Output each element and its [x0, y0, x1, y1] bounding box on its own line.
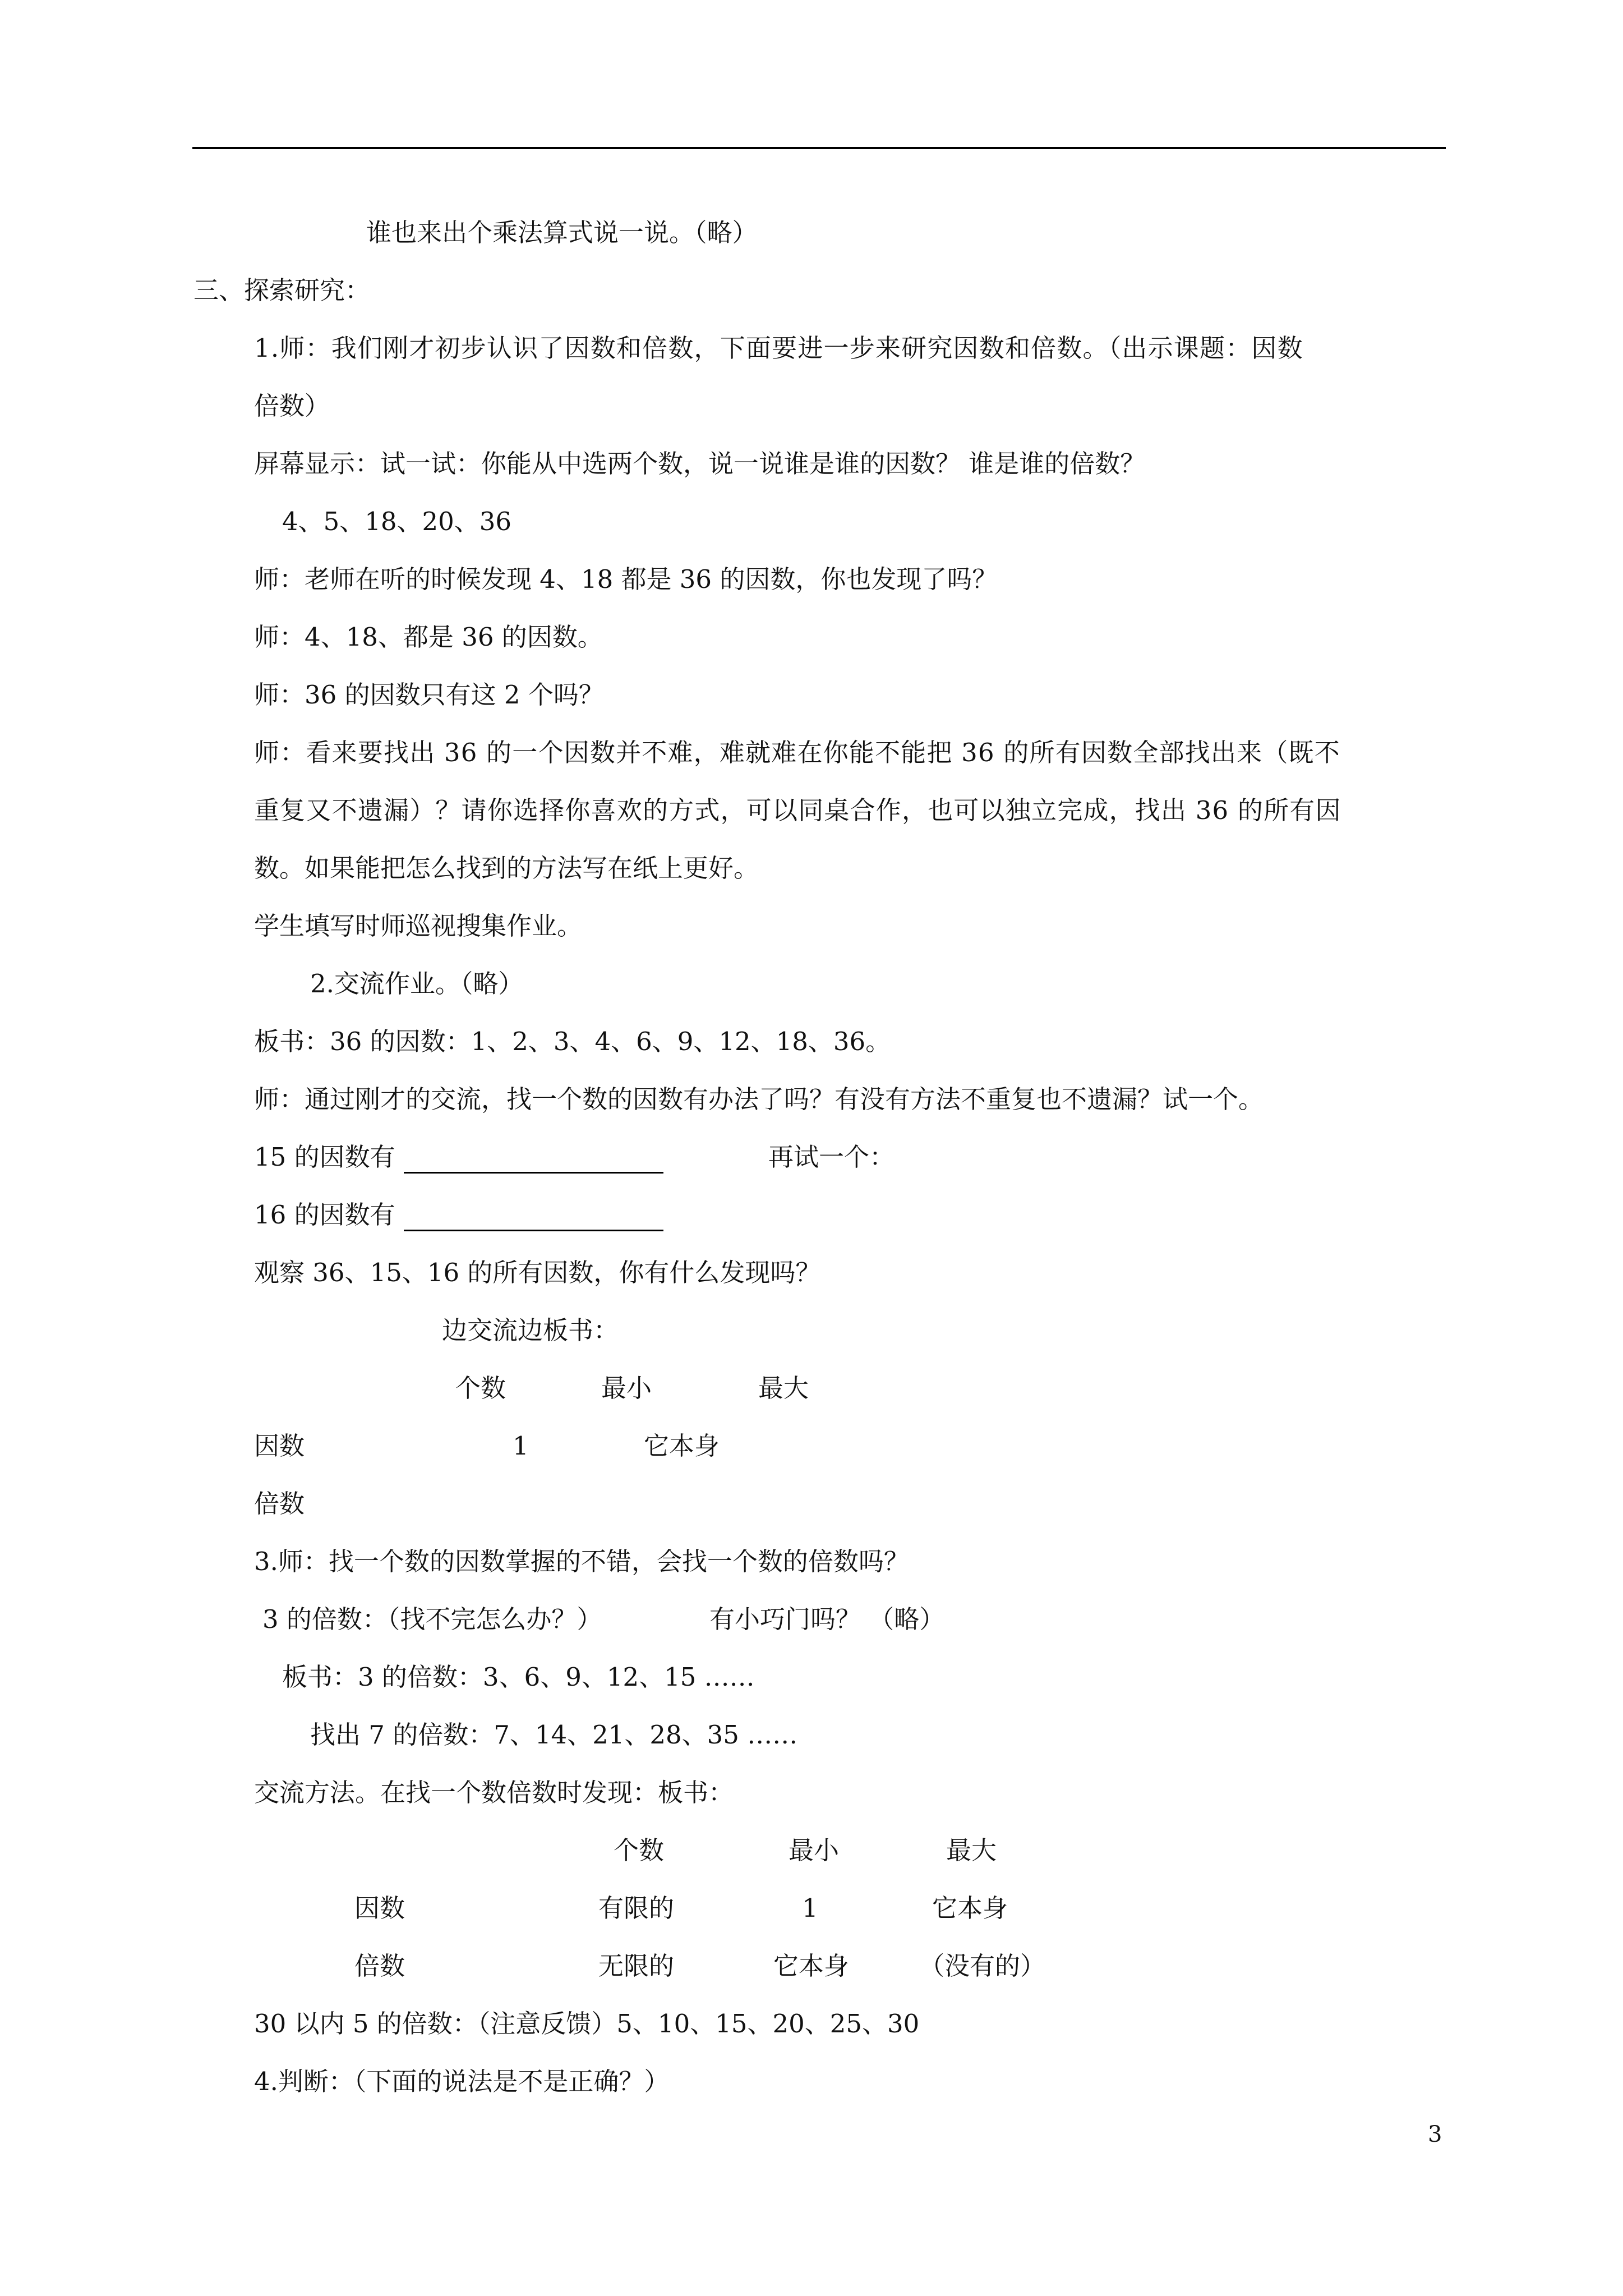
text-line: 谁也来出个乘法算式说一说。（略）: [366, 218, 758, 247]
answer-blank: [404, 1230, 663, 1231]
table-header-cell: 个数: [614, 1835, 665, 1865]
table-cell: 无限的: [598, 1951, 675, 1981]
table-header-cell: 个数: [455, 1373, 506, 1403]
text-line: 30 以内 5 的倍数：（注意反馈）5、10、15、20、25、30: [254, 2009, 920, 2039]
text-line: 1.师：我们刚才初步认识了因数和倍数，下面要进一步来研究因数和倍数。（出示课题：因数: [254, 333, 1303, 363]
table-row-label: 倍数: [254, 1489, 305, 1519]
text-line: 倍数）: [254, 391, 330, 421]
text-line: 再试一个：: [768, 1142, 895, 1172]
table-cell: 它本身: [932, 1893, 1008, 1923]
text-line: 重复又不遗漏）？请你选择你喜欢的方式，可以同桌合作，也可以独立完成，找出 36 的所有因: [254, 795, 1341, 825]
table-header-cell: 最小: [789, 1835, 840, 1865]
text-line: 2.交流作业。（略）: [310, 969, 524, 999]
text-line: 屏幕显示：试一试：你能从中选两个数，说一说谁是谁的因数？ 谁是谁的倍数？: [254, 449, 1146, 478]
text-line: 有小巧门吗？ （略）: [709, 1604, 945, 1634]
text-line: 师：4、18、都是 36 的因数。: [254, 622, 603, 652]
table-cell: 1: [513, 1431, 529, 1461]
section-heading: 三、探索研究：: [193, 275, 371, 305]
answer-blank: [404, 1172, 663, 1174]
table-cell: 有限的: [598, 1893, 675, 1923]
table-header-cell: 最大: [946, 1835, 997, 1865]
table-cell: 它本身: [773, 1951, 850, 1981]
text-line: 板书：36 的因数：1、2、3、4、6、9、12、18、36。: [254, 1027, 891, 1056]
table-cell: （没有的）: [919, 1951, 1046, 1981]
text-line: 15 的因数有: [254, 1142, 395, 1172]
text-line: 交流方法。在找一个数倍数时发现：板书：: [254, 1778, 734, 1807]
text-line: 边交流边板书：: [442, 1315, 619, 1345]
text-line: 4.判断：（下面的说法是不是正确？）: [254, 2067, 670, 2096]
text-line: 师：看来要找出 36 的一个因数并不难，难就难在你能不能把 36 的所有因数全部找出来（既不: [254, 738, 1340, 767]
text-line: 数。如果能把怎么找到的方法写在纸上更好。: [254, 853, 759, 883]
table-header-cell: 最小: [601, 1373, 652, 1403]
text-line: 板书：3 的倍数：3、6、9、12、15 ……: [282, 1662, 755, 1692]
text-line: 16 的因数有: [254, 1200, 395, 1230]
text-line: 找出 7 的倍数：7、14、21、28、35 ……: [310, 1720, 798, 1750]
table-row-label: 因数: [254, 1431, 305, 1461]
text-line: 观察 36、15、16 的所有因数，你有什么发现吗？: [254, 1258, 821, 1287]
table-row-label: 倍数: [354, 1951, 405, 1981]
page-number: 3: [1428, 2122, 1442, 2147]
table-cell: 它本身: [644, 1431, 720, 1461]
text-line: 师：老师在听的时候发现 4、18 都是 36 的因数，你也发现了吗？: [254, 564, 998, 594]
text-line: 学生填写时师巡视搜集作业。: [254, 911, 583, 941]
text-line: 3.师：找一个数的因数掌握的不错，会找一个数的倍数吗？: [254, 1547, 909, 1576]
text-line: 3 的倍数：（找不完怎么办？）: [262, 1604, 602, 1634]
table-cell: 1: [802, 1893, 818, 1923]
table-header-cell: 最大: [758, 1373, 809, 1403]
header-rule: [192, 147, 1446, 149]
text-line: 师：36 的因数只有这 2 个吗？: [254, 680, 604, 710]
table-row-label: 因数: [354, 1893, 405, 1923]
text-line: 4、5、18、20、36: [282, 507, 512, 536]
text-line: 师：通过刚才的交流，找一个数的因数有办法了吗？有没有方法不重复也不遗漏？试一个。: [254, 1084, 1264, 1114]
